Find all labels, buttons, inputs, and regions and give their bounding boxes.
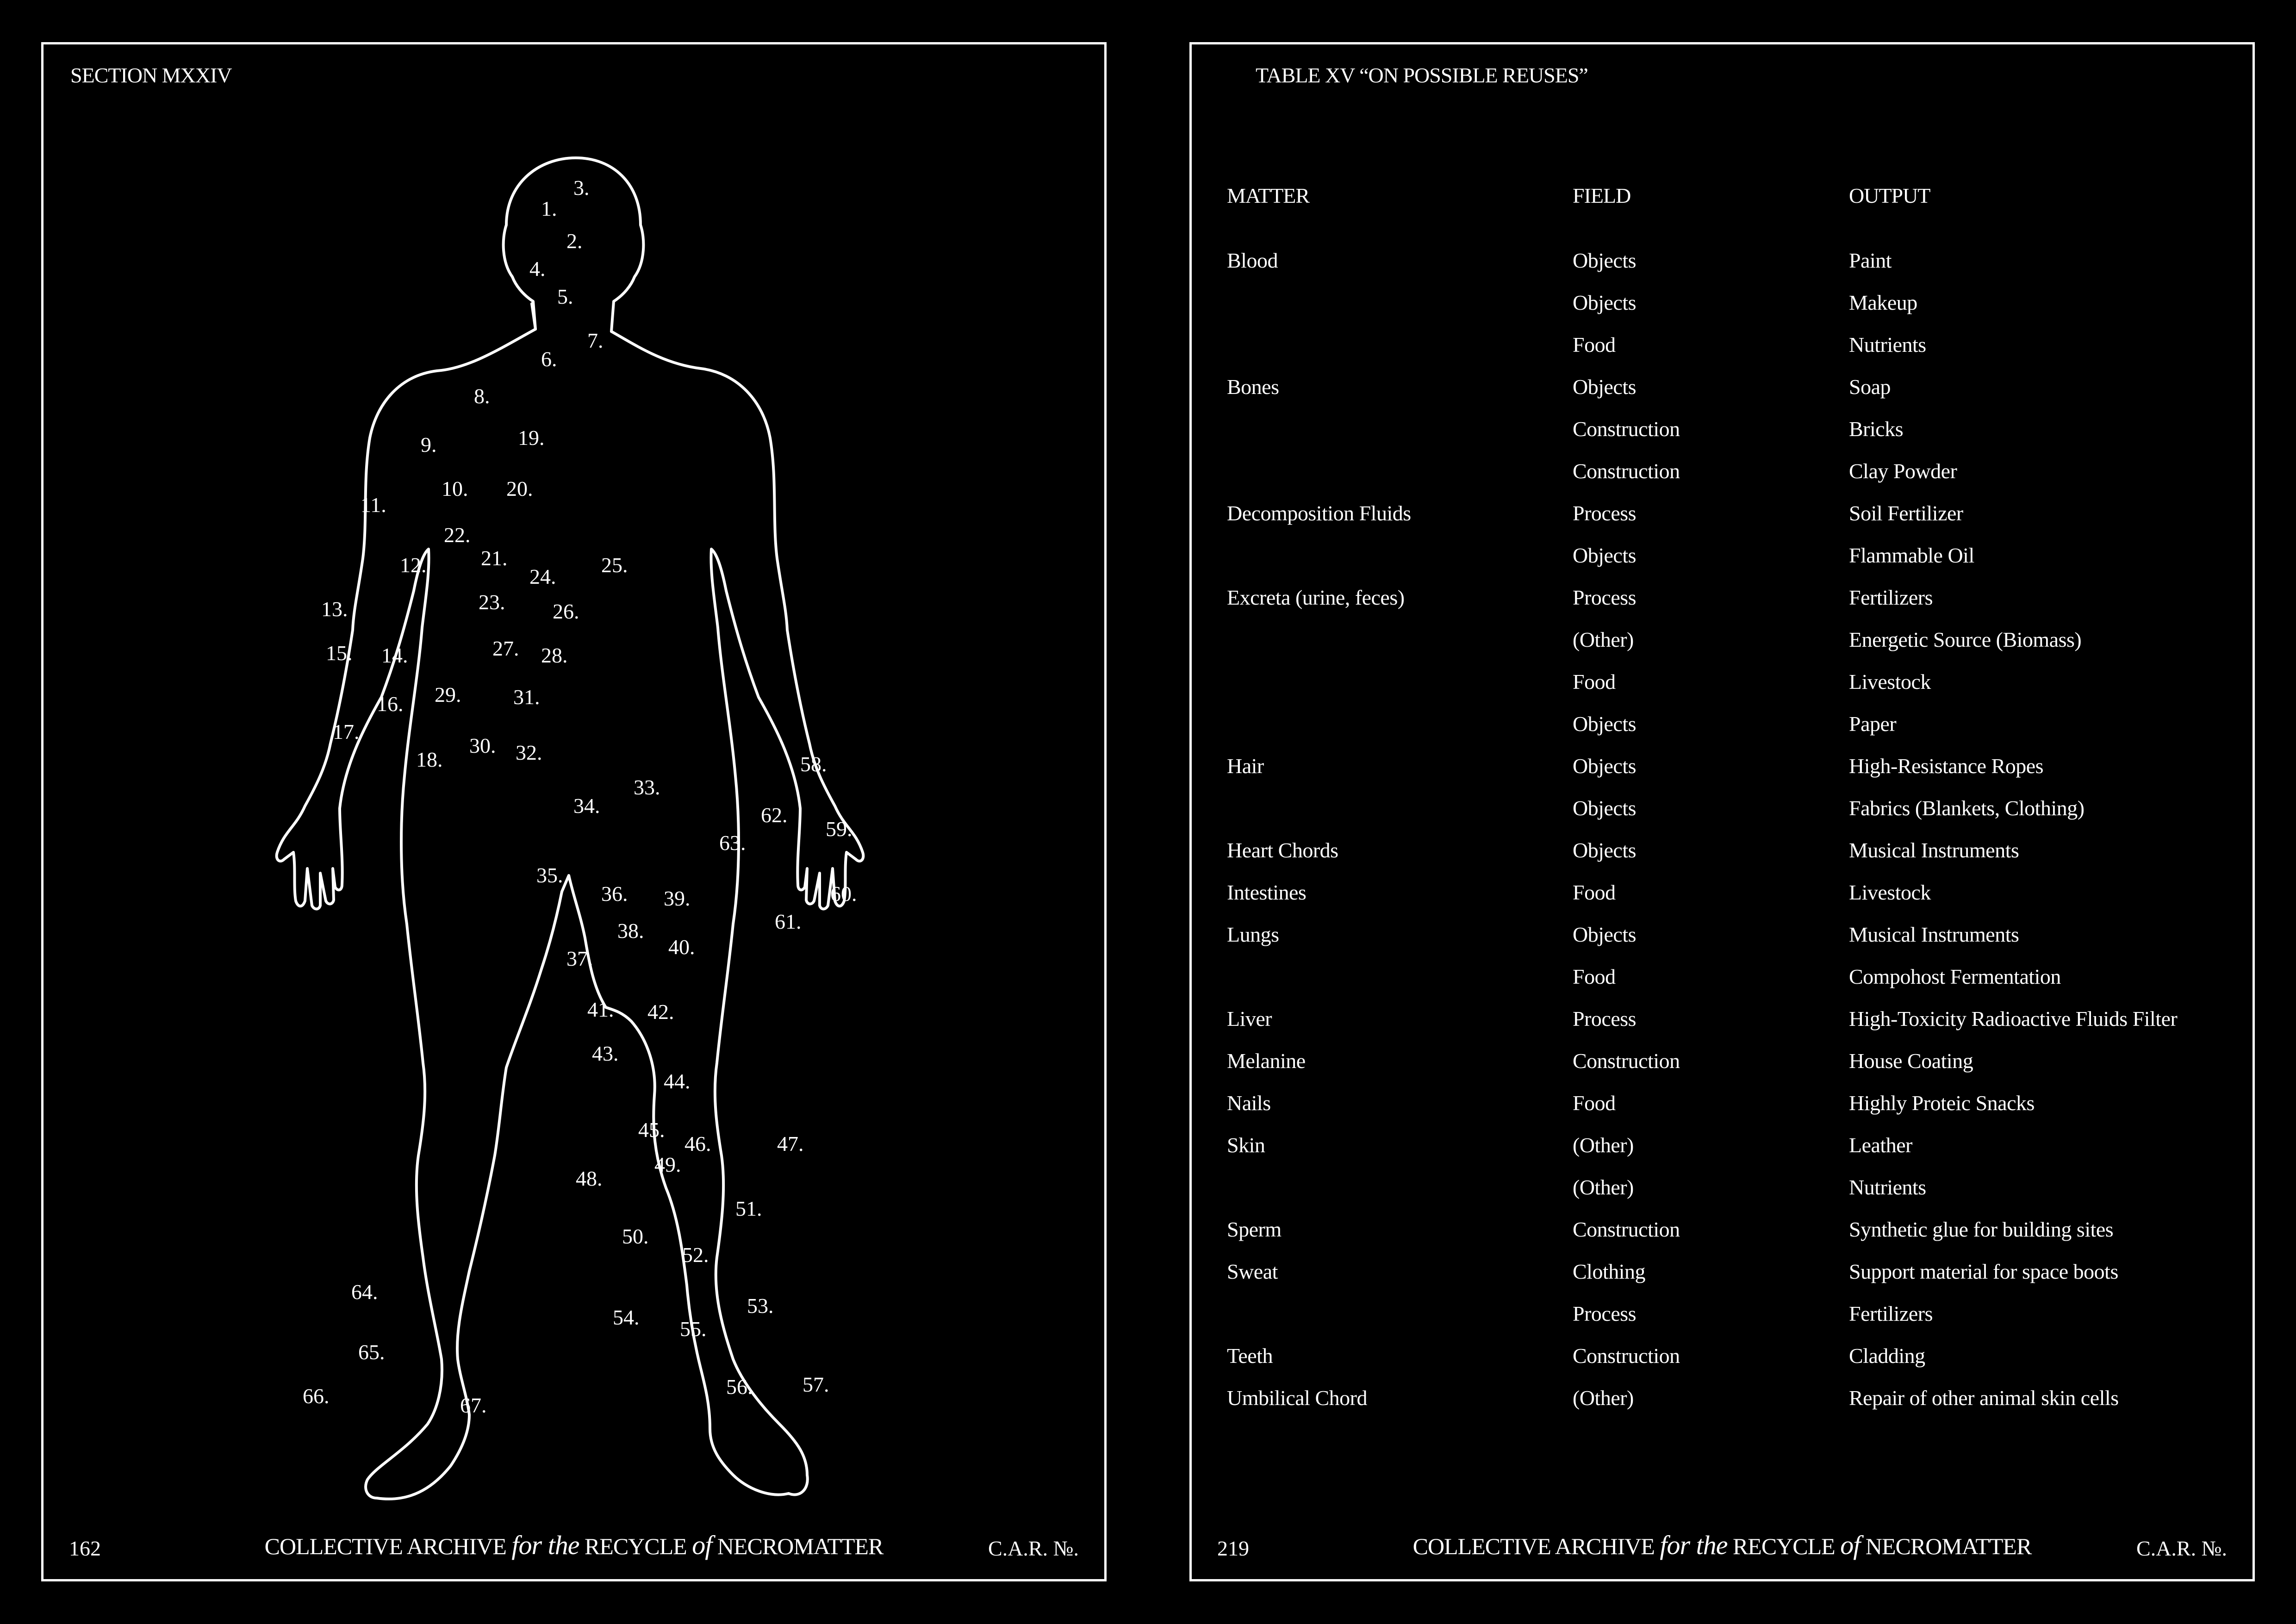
body-label-20: 20. xyxy=(506,477,533,500)
body-label-14: 14. xyxy=(381,643,408,667)
body-right-contour xyxy=(606,331,863,1495)
cell-field: Process xyxy=(1573,586,1636,609)
body-label-4: 4. xyxy=(529,257,546,281)
cell-field: Objects xyxy=(1573,543,1636,567)
cell-output: Soil Fertilizer xyxy=(1849,501,1963,525)
crotch xyxy=(562,875,606,1007)
body-label-11: 11. xyxy=(361,493,386,517)
cell-output: Musical Instruments xyxy=(1849,923,2019,946)
body-label-12: 12. xyxy=(400,553,427,577)
table-row xyxy=(1192,838,2252,880)
body-label-53: 53. xyxy=(747,1294,774,1318)
cell-matter: Melanine xyxy=(1227,1049,1306,1073)
table-row xyxy=(1192,796,2252,838)
cell-output: Fabrics (Blankets, Clothing) xyxy=(1849,796,2084,820)
table-row xyxy=(1192,1217,2252,1259)
cell-output: Highly Proteic Snacks xyxy=(1849,1091,2035,1115)
cell-matter: Skin xyxy=(1227,1133,1265,1157)
body-label-40: 40. xyxy=(668,935,695,959)
column-header-field: FIELD xyxy=(1573,184,1631,207)
table-row xyxy=(1192,1301,2252,1343)
cell-field: Objects xyxy=(1573,754,1636,778)
body-label-41: 41. xyxy=(587,998,614,1021)
cell-matter: Excreta (urine, feces) xyxy=(1227,586,1405,609)
body-diagram xyxy=(44,44,1109,1584)
running-title-part4: of xyxy=(692,1530,712,1560)
body-label-28: 28. xyxy=(541,643,568,667)
body-label-15: 15. xyxy=(326,641,353,665)
cell-output: Bricks xyxy=(1849,417,1904,441)
cell-field: Objects xyxy=(1573,796,1636,820)
body-label-31: 31. xyxy=(513,685,540,709)
cell-field: Construction xyxy=(1573,1049,1680,1073)
cell-field: Objects xyxy=(1573,712,1636,736)
body-label-24: 24. xyxy=(529,565,556,588)
cell-matter: Blood xyxy=(1227,249,1278,272)
cell-field: Objects xyxy=(1573,291,1636,314)
cell-output: Paint xyxy=(1849,249,1892,272)
body-label-26: 26. xyxy=(553,600,579,623)
running-title-part1: COLLECTIVE ARCHIVE xyxy=(1412,1533,1655,1559)
body-label-32: 32. xyxy=(516,741,542,764)
table-row xyxy=(1192,1386,2252,1428)
running-title-part3: RECYCLE xyxy=(1732,1533,1835,1559)
body-label-42: 42. xyxy=(647,1000,674,1024)
cell-output: Livestock xyxy=(1849,881,1931,904)
cell-output: Livestock xyxy=(1849,670,1931,693)
cell-field: Construction xyxy=(1573,417,1680,441)
cell-field: Food xyxy=(1573,670,1616,693)
table-row xyxy=(1192,585,2252,627)
table-row xyxy=(1192,417,2252,459)
column-header-output: OUTPUT xyxy=(1849,184,1930,207)
cell-output: High-Toxicity Radioactive Fluids Filter xyxy=(1849,1007,2178,1031)
body-label-43: 43. xyxy=(592,1042,619,1065)
body-label-18: 18. xyxy=(416,748,443,771)
running-title-part1: COLLECTIVE ARCHIVE xyxy=(264,1533,506,1559)
body-label-29: 29. xyxy=(435,683,461,706)
cell-output: Compohost Fermentation xyxy=(1849,965,2061,988)
body-label-25: 25. xyxy=(601,553,628,577)
body-label-38: 38. xyxy=(617,919,644,943)
table-row xyxy=(1192,1175,2252,1217)
cell-output: Soap xyxy=(1849,375,1891,399)
body-label-13: 13. xyxy=(321,597,348,621)
table-row xyxy=(1192,459,2252,501)
running-title-part4: of xyxy=(1840,1530,1860,1560)
body-label-54: 54. xyxy=(613,1305,640,1329)
body-label-56: 56. xyxy=(726,1375,753,1399)
cell-matter: Teeth xyxy=(1227,1344,1273,1368)
table-row xyxy=(1192,543,2252,585)
body-label-51: 51. xyxy=(735,1197,762,1220)
left-footer xyxy=(44,1528,1104,1561)
cell-field: Food xyxy=(1573,881,1616,904)
cell-matter: Liver xyxy=(1227,1007,1272,1031)
cell-matter: Nails xyxy=(1227,1091,1271,1115)
column-header-matter: MATTER xyxy=(1227,184,1309,207)
cell-field: Process xyxy=(1573,501,1636,525)
body-label-52: 52. xyxy=(682,1243,709,1267)
table-row xyxy=(1192,1091,2252,1133)
body-label-47: 47. xyxy=(777,1132,804,1156)
cell-field: Construction xyxy=(1573,1344,1680,1368)
body-label-33: 33. xyxy=(634,775,660,799)
body-label-5: 5. xyxy=(557,285,573,308)
body-label-7: 7. xyxy=(587,329,604,352)
cell-field: Objects xyxy=(1573,923,1636,946)
running-title-part5: NECROMATTER xyxy=(1865,1533,2032,1559)
body-label-59: 59. xyxy=(826,817,852,841)
cell-matter: Bones xyxy=(1227,375,1279,399)
running-title-part5: NECROMATTER xyxy=(717,1533,884,1559)
body-label-35: 35. xyxy=(536,863,563,887)
cell-output: Cladding xyxy=(1849,1344,1925,1368)
body-label-67: 67. xyxy=(460,1393,487,1417)
cell-matter: Heart Chords xyxy=(1227,838,1338,862)
cell-output: Makeup xyxy=(1849,291,1917,314)
cell-output: High-Resistance Ropes xyxy=(1849,754,2044,778)
cell-matter: Sperm xyxy=(1227,1218,1282,1241)
table-row xyxy=(1192,880,2252,922)
body-label-64: 64. xyxy=(351,1280,378,1304)
cell-output: Energetic Source (Biomass) xyxy=(1849,628,2082,651)
body-label-44: 44. xyxy=(664,1069,691,1093)
cell-output: Flammable Oil xyxy=(1849,543,1974,567)
body-left-contour xyxy=(277,329,562,1499)
body-label-21: 21. xyxy=(481,546,508,570)
body-label-30: 30. xyxy=(469,734,496,757)
body-label-1: 1. xyxy=(541,197,557,220)
body-label-48: 48. xyxy=(576,1167,603,1190)
body-label-3: 3. xyxy=(573,176,590,200)
body-label-66: 66. xyxy=(303,1384,330,1408)
body-label-23: 23. xyxy=(479,590,505,614)
body-label-62: 62. xyxy=(761,803,788,827)
page-number: 162 xyxy=(69,1537,101,1560)
body-label-2: 2. xyxy=(566,229,583,253)
table-row xyxy=(1192,248,2252,290)
cell-field: Food xyxy=(1573,333,1616,356)
body-label-39: 39. xyxy=(664,887,691,910)
cell-output: Support material for space boots xyxy=(1849,1260,2118,1283)
cell-output: Musical Instruments xyxy=(1849,838,2019,862)
body-label-6: 6. xyxy=(541,347,557,371)
running-title xyxy=(44,1530,1104,1561)
cell-output: Paper xyxy=(1849,712,1897,736)
cell-field: Clothing xyxy=(1573,1260,1646,1283)
table-row xyxy=(1192,964,2252,1006)
table-row xyxy=(1192,1049,2252,1091)
table-row xyxy=(1192,627,2252,669)
cell-field: (Other) xyxy=(1573,1133,1634,1157)
cell-field: Objects xyxy=(1573,375,1636,399)
left-page xyxy=(41,42,1107,1581)
body-label-58: 58. xyxy=(800,752,827,776)
cell-output: Nutrients xyxy=(1849,333,1926,356)
cell-output: Synthetic glue for building sites xyxy=(1849,1218,2114,1241)
table-title: TABLE XV “ON POSSIBLE REUSES” xyxy=(1256,63,1588,87)
cell-field: Food xyxy=(1573,965,1616,988)
table-row xyxy=(1192,290,2252,332)
body-label-50: 50. xyxy=(622,1224,649,1248)
cell-field: Construction xyxy=(1573,1218,1680,1241)
cell-matter: Lungs xyxy=(1227,923,1279,946)
cell-output: Repair of other animal skin cells xyxy=(1849,1386,2119,1410)
body-label-45: 45. xyxy=(638,1118,665,1142)
cell-field: Construction xyxy=(1573,459,1680,483)
body-label-61: 61. xyxy=(775,910,802,933)
cell-output: Fertilizers xyxy=(1849,1302,1933,1325)
body-label-19: 19. xyxy=(518,426,545,450)
cell-output: House Coating xyxy=(1849,1049,1973,1073)
body-label-22: 22. xyxy=(444,523,471,547)
table-row xyxy=(1192,669,2252,712)
table-row xyxy=(1192,1343,2252,1386)
cell-matter: Intestines xyxy=(1227,881,1307,904)
table-row xyxy=(1192,1133,2252,1175)
right-page xyxy=(1189,42,2255,1581)
cell-field: (Other) xyxy=(1573,1175,1634,1199)
body-label-63: 63. xyxy=(719,831,746,855)
cell-field: Objects xyxy=(1573,838,1636,862)
body-label-27: 27. xyxy=(492,637,519,660)
cell-field: Food xyxy=(1573,1091,1616,1115)
body-label-60: 60. xyxy=(830,882,857,906)
body-label-16: 16. xyxy=(377,692,404,716)
right-footer xyxy=(1192,1528,2252,1561)
cell-field: (Other) xyxy=(1573,1386,1634,1410)
cell-field: Process xyxy=(1573,1007,1636,1031)
running-title-part3: RECYCLE xyxy=(584,1533,687,1559)
section-label: SECTION MXXIV xyxy=(70,63,232,87)
archive-abbreviation: C.A.R. №. xyxy=(2136,1537,2227,1560)
body-label-9: 9. xyxy=(421,433,437,456)
table-row xyxy=(1192,1006,2252,1049)
cell-output: Nutrients xyxy=(1849,1175,1926,1199)
body-label-10: 10. xyxy=(442,477,468,500)
table-row xyxy=(1192,332,2252,375)
archive-abbreviation: C.A.R. №. xyxy=(988,1537,1079,1560)
body-label-57: 57. xyxy=(803,1373,829,1396)
body-label-17: 17. xyxy=(333,720,360,743)
table-row xyxy=(1192,1259,2252,1301)
cell-field: Process xyxy=(1573,1302,1636,1325)
cell-matter: Sweat xyxy=(1227,1260,1278,1283)
body-label-49: 49. xyxy=(654,1153,681,1176)
cell-field: (Other) xyxy=(1573,628,1634,651)
running-title xyxy=(1192,1530,2252,1561)
table-row xyxy=(1192,501,2252,543)
cell-matter: Decomposition Fluids xyxy=(1227,501,1411,525)
table-row xyxy=(1192,754,2252,796)
page-number: 219 xyxy=(1217,1537,1249,1560)
table-row xyxy=(1192,375,2252,417)
body-label-55: 55. xyxy=(680,1317,707,1341)
body-label-8: 8. xyxy=(474,384,490,408)
body-labels xyxy=(303,176,857,1417)
table-row xyxy=(1192,922,2252,964)
cell-matter: Umbilical Chord xyxy=(1227,1386,1367,1410)
body-label-37: 37. xyxy=(566,947,593,970)
table-row xyxy=(1192,712,2252,754)
body-label-46: 46. xyxy=(684,1132,711,1156)
running-title-part2: for the xyxy=(1660,1530,1728,1560)
body-label-36: 36. xyxy=(601,882,628,906)
cell-output: Clay Powder xyxy=(1849,459,1957,483)
cell-matter: Hair xyxy=(1227,754,1264,778)
running-title-part2: for the xyxy=(511,1530,579,1560)
body-label-65: 65. xyxy=(358,1340,385,1364)
cell-output: Fertilizers xyxy=(1849,586,1933,609)
body-label-34: 34. xyxy=(573,794,600,818)
cell-field: Objects xyxy=(1573,249,1636,272)
cell-output: Leather xyxy=(1849,1133,1912,1157)
